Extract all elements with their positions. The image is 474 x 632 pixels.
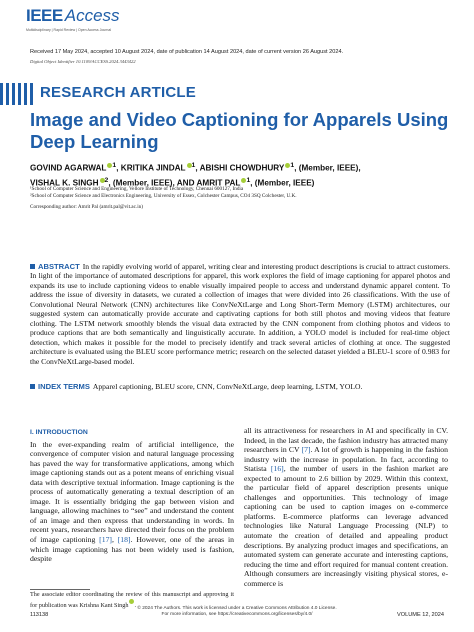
license-notice: © 2024 The Authors. This work is licensed under a Creative Commons Attribution 4.0 License. For more information, see https://creativecommons.org/licenses/by/4.0/ [120, 606, 354, 618]
abstract-label: ABSTRACT [38, 262, 80, 271]
author-name: AMRIT PAL [196, 178, 241, 188]
license-link[interactable]: For more information, see https://creativecommons.org/licenses/by/4.0/ [161, 612, 313, 617]
abstract [30, 262, 450, 366]
intro-column-right [244, 426, 448, 588]
doi-line: Digital Object Identifier 10.1109/ACCESS.2024.3443422 [30, 59, 136, 64]
square-bullet-icon [30, 384, 35, 389]
logo-ieee: IEEE [26, 6, 63, 25]
footnote: The associate editor coordinating the review of this manuscript and approving it for publication was Krishna Kant Singh . [30, 591, 234, 609]
page-title: Image and Video Captioning for Apparels Using Deep Learning [30, 109, 449, 152]
decorative-bars [0, 83, 36, 105]
logo-tagline: Multidisciplinary | Rapid Review | Open Access Journal [26, 28, 112, 32]
author-name: ABISHI CHOWDHURY [199, 163, 285, 173]
logo-access: Access [64, 6, 120, 25]
intro-paragraph: In the ever-expanding realm of artificial intelligence, the convergence of computer vision and natural language processing has paved the way for transformative applications, among which image captioning stands out as a potent means of enriching visual data with descriptive textual information. Image captioning is the process of automatically generating a textual description of an image. It is essentially bridging the gap between vision and language, allowing machines to “see” and understand the content of an image and then express that understanding in words. In recent years, researchers have directed their focus on the problem of image captioning [17], [18]. However, one of the areas in which image captioning has not been widely used is fashion, despite [30, 439, 234, 564]
index-terms-label: INDEX TERMS [38, 382, 90, 391]
square-bullet-icon [30, 264, 35, 269]
article-type: RESEARCH ARTICLE [40, 84, 196, 101]
footnote-divider [30, 589, 90, 590]
author-name: GOVIND AGARWAL [30, 163, 107, 173]
page-number: 113138 [30, 612, 49, 618]
author-name: VISHAL K. SINGH [30, 178, 99, 188]
index-terms-text: Apparel captioning, BLEU score, CNN, ConvNeXtLarge, deep learning, LSTM, YOLO. [92, 382, 363, 391]
abstract-text: In the rapidly evolving world of apparel, writing clear and interesting product descriptions is crucial to attract customers. In light of the importance of automated descriptions for apparel, this work explores the field of image captioning for apparel photos and expands its use to include captioning videos to enable visually impaired people to access and understand dynamic apparel content. To address the issue of diversity in datasets, we curated a collection of images that were divided into 26 classifications. With the use of Convolutional Neural Network (CNN) architectures like ConvNeXtLarge and Long Short-Term Memory (LSTM) architectures, our suggested system can automatically provide accurate and captivating captions for both still photos and moving videos that feature clothing. The LSTM network smoothly blends the visual data extracted by the CNN component from clothing photos and videos to produce captions that are both semantically and linguistically accurate. In addition, a YOLO model is included for real-time object detection, which makes it possible for the model to precisely identify and track several articles of clothing at once. The suggested architecture is evaluated using the BLEU score performance metric; research on the selected dataset yielded a BLEU-1 score of 0.983 for the ConvNeXtLarge-based model. [30, 262, 450, 366]
author-name: KRITIKA JINDAL [120, 163, 186, 173]
author-line-1: GOVIND AGARWAL $^1$, KRITIKA JINDAL $^1$, ABISHI CHOWDHURY $^1$, (Member, IEEE), [30, 162, 361, 173]
affiliations [30, 186, 450, 200]
affiliation-1: ¹School of Computer Science and Engineering, Vellore Institute of Technology, Chennai 600127, India [30, 186, 244, 192]
citation-link[interactable]: [16] [270, 464, 284, 474]
volume-label: VOLUME 12, 2024 [397, 612, 444, 618]
author-line-2: VISHAL K. SINGH $^2$, (Member, IEEE), AND AMRIT PAL $^1$, (Member, IEEE) [30, 177, 315, 188]
journal-logo [26, 6, 120, 26]
index-terms [30, 382, 450, 392]
orcid-icon[interactable] [129, 599, 134, 604]
citation-link[interactable]: [7] [301, 445, 311, 455]
citation-link[interactable]: [18] [117, 535, 131, 545]
affiliation-2: ²School of Computer Science and Electronics Engineering, University of Essex, Colchester Campus, CO4 3SQ Colchester, U.K. [30, 193, 297, 199]
intro-paragraph: all its attractiveness for researchers in AI and specifically in CV. Indeed, in the last decade, the fashion industry has attracted many researchers in CV [7]. A lot of growth is happening in the fashion industry with the increase in population. In fact, according to Statista [16], the number of users in the fashion market are expected to amount to 2.6 billion by 2029. Within this context, the particular field of apparel description presents unique challenges and opportunities. This technology of image captioning can be used to caption images on e-commerce platforms. E-commerce platforms can leverage advanced technologies like Natural Language Processing (NLP) to automate the creation of detailed and appealing product descriptions. By analyzing product images and specifications, an automated system can generate accurate and interesting captions, reducing the time and effort required for manual content creation. Although consumers are increasingly visiting physical stores, e-commerce is [244, 426, 448, 588]
received-dates: Received 17 May 2024, accepted 10 August 2024, date of publication 14 August 2024, date of current version 26 August 2024. [30, 49, 344, 55]
corresponding-author: Corresponding author: Amrit Pal (amrit.pal@vit.ac.in) [30, 204, 143, 210]
citation-link[interactable]: [17] [99, 535, 112, 545]
intro-column-left [30, 428, 234, 564]
section-heading: I. INTRODUCTION [30, 429, 88, 436]
